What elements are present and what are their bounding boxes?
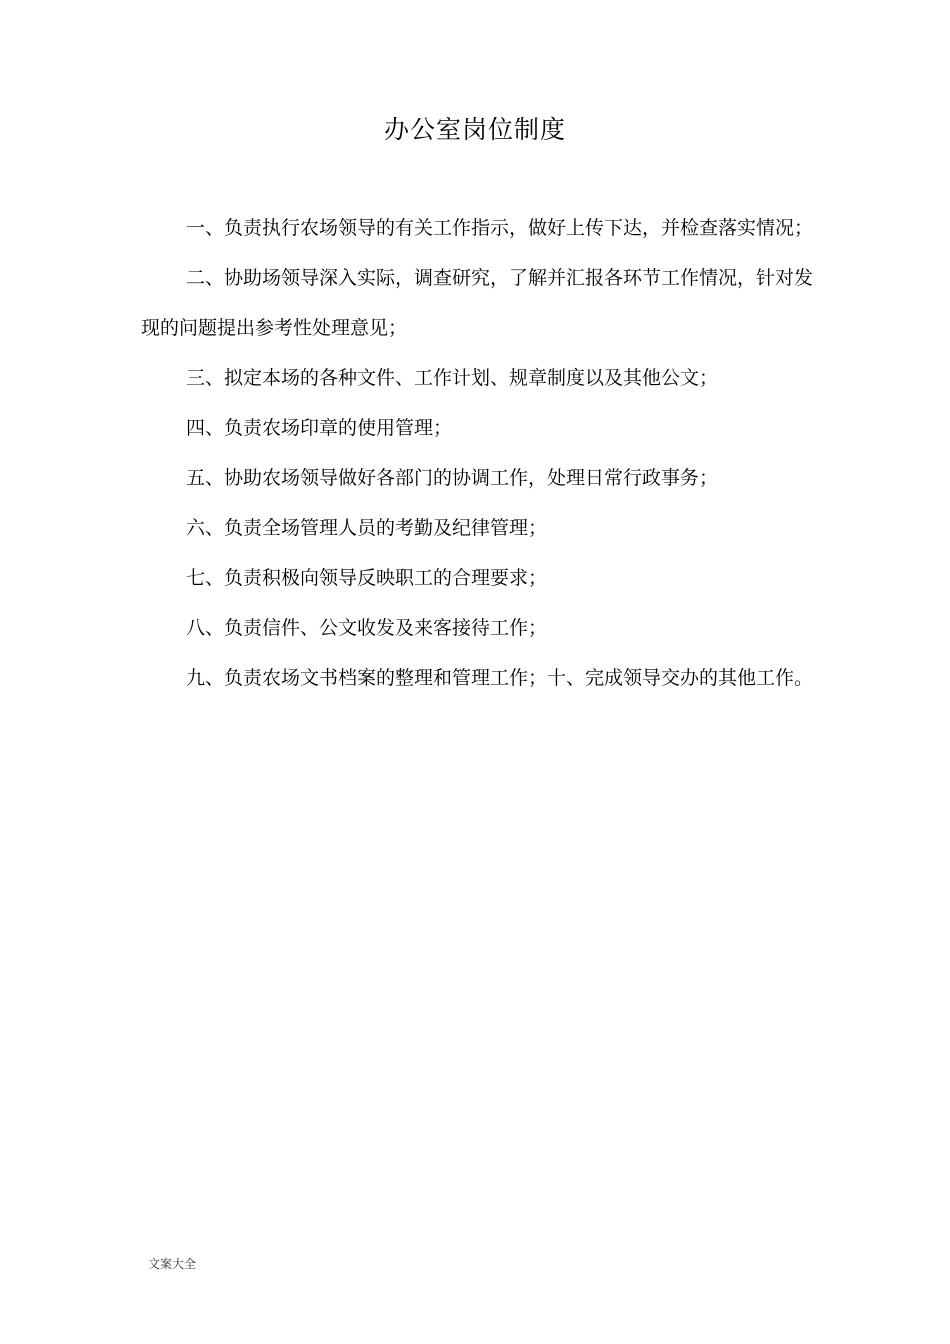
document-body: [141, 203, 813, 703]
clause-9-10: 九、负责农场文书档案的整理和管理工作；十、完成领导交办的其他工作。: [186, 667, 814, 689]
clause-7: 七、负责积极向领导反映职工的合理要求；: [186, 567, 548, 589]
clause-2: 二、协助场领导深入实际，调查研究，了解并汇报各环节工作情况，针对发现的问题提出参考性处理意见；: [141, 267, 814, 339]
clause-1: 一、负责执行农场领导的有关工作指示，做好上传下达，并检查落实情况；: [186, 217, 814, 239]
page-title: 办公室岗位制度: [383, 115, 566, 144]
footer-watermark-text: 文案大全: [148, 1257, 197, 1271]
clause-4: 四、负责农场印章的使用管理；: [186, 417, 453, 439]
clause-3: 三、拟定本场的各种文件、工作计划、规章制度以及其他公文；: [186, 367, 719, 389]
clause-5: 五、协助农场领导做好各部门的协调工作，处理日常行政事务；: [186, 467, 719, 489]
clause-8: 八、负责信件、公文收发及来客接待工作；: [186, 617, 548, 639]
clause-6: 六、负责全场管理人员的考勤及纪律管理；: [186, 517, 548, 539]
